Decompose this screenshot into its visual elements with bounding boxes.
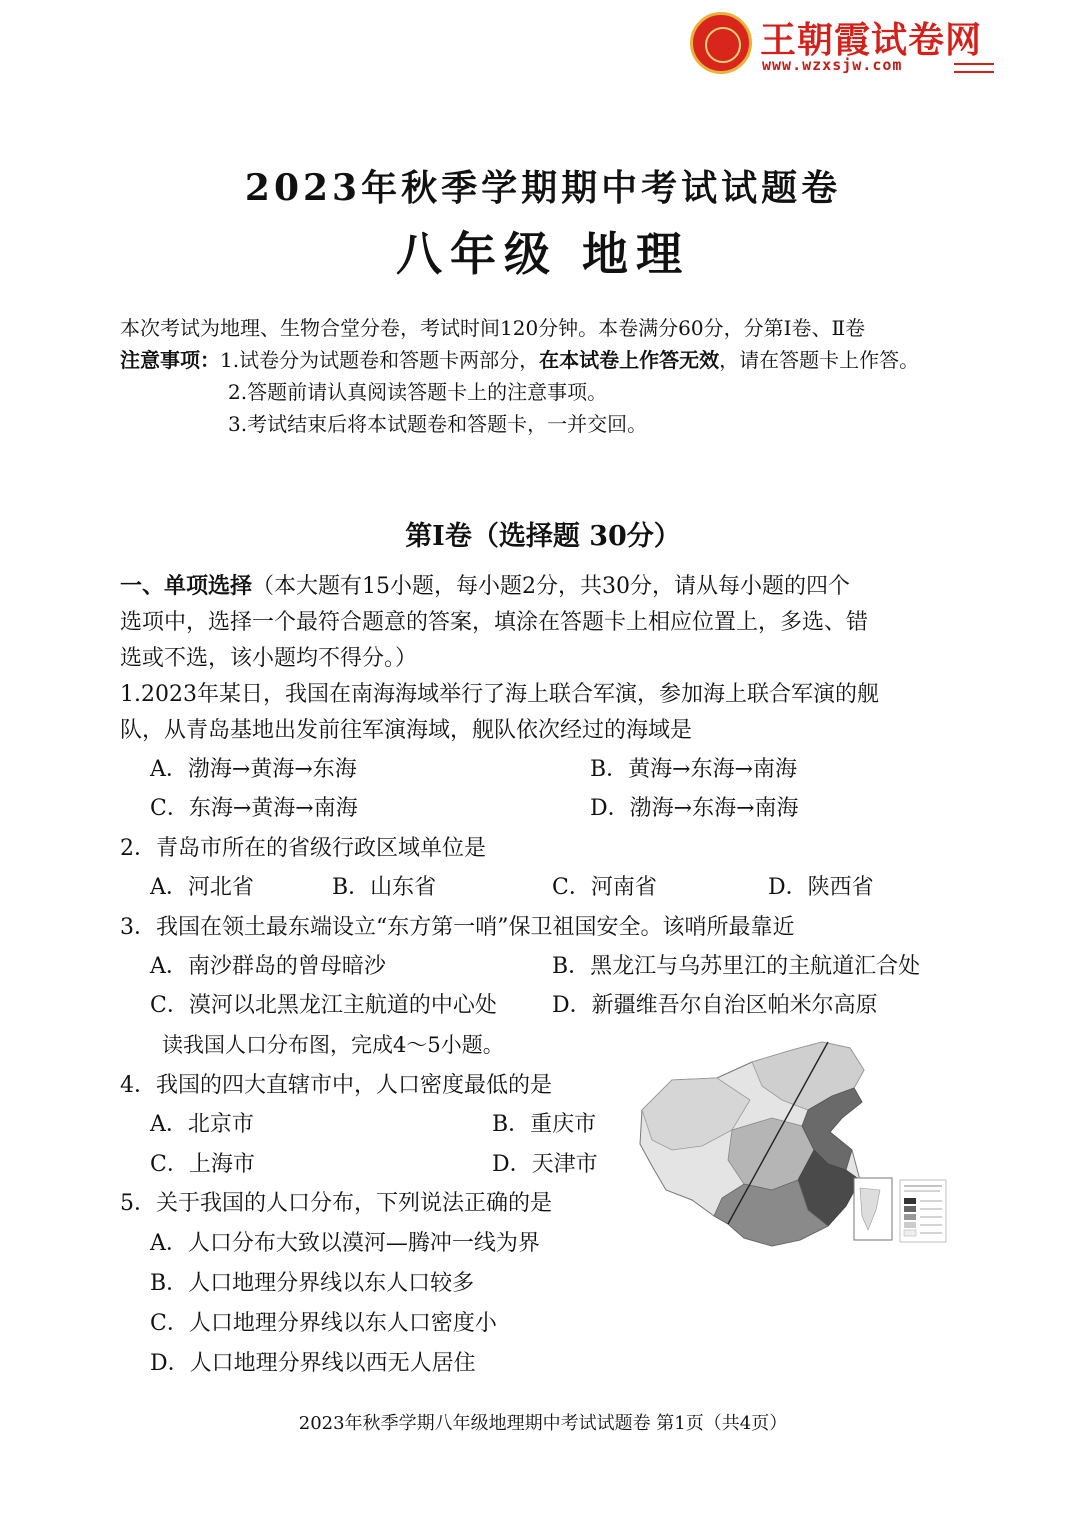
q3-stem: 3．我国在领土最东端设立“东方第一哨”保卫祖国安全。该哨所最靠近 bbox=[120, 915, 795, 940]
q2-option-c: C．河南省 bbox=[552, 875, 657, 900]
q4-option-d: D．天津市 bbox=[492, 1152, 598, 1177]
part1-line3: 选或不选，该小题均不得分。） bbox=[120, 646, 418, 671]
notice-1 bbox=[120, 344, 919, 373]
notice-1-text-b: ，请在答题卡上作答。 bbox=[719, 348, 920, 372]
q4-stem: 4．我国的四大直辖市中，人口密度最低的是 bbox=[120, 1073, 552, 1098]
q1-option-d: D．渤海→东海→南海 bbox=[590, 796, 799, 821]
q2-option-a: A．河北省 bbox=[150, 875, 254, 900]
q1-option-a: A．渤海→黄海→东海 bbox=[150, 757, 357, 782]
q5-stem: 5．关于我国的人口分布，下列说法正确的是 bbox=[120, 1191, 552, 1216]
notice-3: 3.考试结束后将本试题卷和答题卡，一并交回。 bbox=[228, 412, 648, 436]
part1-label: 一、单项选择 bbox=[120, 573, 253, 599]
q1-option-c: C．东海→黄海→南海 bbox=[150, 796, 358, 821]
exam-subtitle: 八年级 地理 bbox=[395, 227, 690, 281]
exam-title: 2023年秋季学期期中考试试题卷 bbox=[244, 167, 842, 209]
notice-1-text-a: 1.试卷分为试题卷和答题卡两部分， bbox=[220, 348, 540, 372]
q3-option-a: A．南沙群岛的曾母暗沙 bbox=[150, 954, 386, 979]
q5-option-c: C．人口地理分界线以东人口密度小 bbox=[150, 1311, 497, 1336]
part1-line1 bbox=[120, 569, 850, 600]
logo-emblem-icon bbox=[690, 12, 752, 74]
reading-instruction: 读我国人口分布图，完成4～5小题。 bbox=[162, 1033, 504, 1057]
notice-label: 注意事项： bbox=[120, 348, 220, 372]
intro-line: 本次考试为地理、生物合堂分卷，考试时间120分钟。本卷满分60分，分第Ⅰ卷、Ⅱ卷 bbox=[120, 316, 866, 340]
q1-stem-line2: 队，从青岛基地出发前往军演海域，舰队依次经过的海域是 bbox=[120, 718, 693, 743]
q4-option-a: A．北京市 bbox=[150, 1112, 254, 1137]
q2-option-b: B．山东省 bbox=[332, 875, 437, 900]
logo-url: www.wzxsjw.com bbox=[762, 56, 903, 74]
q3-option-c: C．漠河以北黑龙江主航道的中心处 bbox=[150, 993, 497, 1018]
site-logo bbox=[690, 8, 1010, 74]
china-population-map bbox=[632, 1040, 950, 1260]
q3-option-b: B．黑龙江与乌苏里江的主航道汇合处 bbox=[552, 954, 921, 979]
notice-1-bold: 在本试卷上作答无效 bbox=[539, 348, 720, 372]
q4-option-c: C．上海市 bbox=[150, 1152, 255, 1177]
part1-line2: 选项中，选择一个最符合题意的答案，填涂在答题卡上相应位置上，多选、错 bbox=[120, 610, 869, 635]
q2-stem: 2．青岛市所在的省级行政区域单位是 bbox=[120, 836, 486, 861]
q5-option-b: B．人口地理分界线以东人口较多 bbox=[150, 1271, 475, 1296]
section-heading: 第Ⅰ卷（选择题 30分） bbox=[405, 521, 681, 552]
q3-option-d: D．新疆维吾尔自治区帕米尔高原 bbox=[552, 993, 878, 1018]
notice-2: 2.答题前请认真阅读答题卡上的注意事项。 bbox=[228, 380, 608, 404]
page-footer: 2023年秋季学期八年级地理期中考试试题卷 第1页（共4页） bbox=[298, 1413, 788, 1434]
logo-wave-icon bbox=[954, 63, 994, 73]
logo-title: 王朝霞试卷网 bbox=[760, 20, 983, 61]
q5-option-d: D．人口地理分界线以西无人居住 bbox=[150, 1351, 476, 1376]
q5-option-a: A．人口分布大致以漠河—腾冲一线为界 bbox=[150, 1231, 540, 1256]
q1-option-b: B．黄海→东海→南海 bbox=[590, 757, 798, 782]
q1-stem-line1: 1.2023年某日，我国在南海海域举行了海上联合军演，参加海上联合军演的舰 bbox=[120, 682, 879, 707]
part1-line1-rest: （本大题有15小题，每小题2分，共30分，请从每小题的四个 bbox=[252, 574, 851, 599]
q4-option-b: B．重庆市 bbox=[492, 1112, 597, 1137]
q2-option-d: D．陕西省 bbox=[768, 875, 874, 900]
